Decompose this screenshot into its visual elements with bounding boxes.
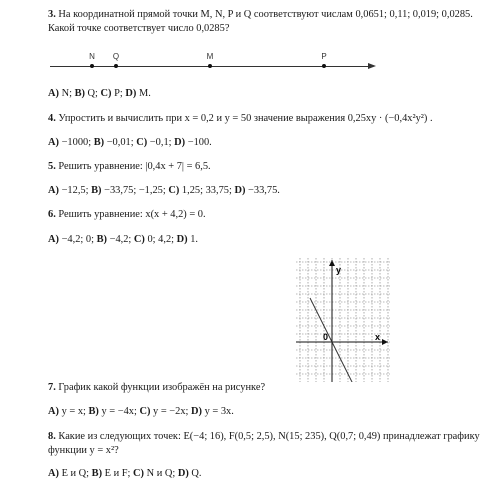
point-q [114,64,118,68]
number-line [50,52,380,76]
x-axis-arrow-icon [382,339,388,345]
option-d-letter: D) [176,234,188,245]
question-number: 3. [48,9,56,20]
option-b: −4,2; [106,234,134,245]
answer-options-4 [48,136,488,150]
question-number: 5. [48,161,56,172]
question-text: Решить уравнение: x(x + 4,2) = 0. [58,209,206,220]
question-5 [48,160,488,174]
question-text: На координатной прямой точки M, N, P и Q соответствуют числам 0,0651; 0,11; 0,019; 0,0285. Какой точке соответствует число 0,0285? [48,9,473,34]
answer-options-3 [48,87,488,101]
option-c: 1,25; 33,75; [179,185,235,196]
option-d-letter: D) [191,406,203,417]
question-number: 4. [48,113,56,124]
answer-options-8 [48,467,488,481]
option-a: E и Q; [58,468,92,479]
option-c: 0; 4,2; [144,234,177,245]
question-text: Какие из следующих точек: E(−4; 16), F(0,5; 2,5), N(15; 235), Q(0,7; 0,49) принадлежат графику функции y = x²? [48,431,480,456]
point-label-p: P [321,52,327,61]
point-n [90,64,94,68]
option-c: N и Q; [144,468,178,479]
point-label-q: Q [112,52,120,61]
option-c-letter: C) [136,137,148,148]
point-label-n: N [89,52,95,61]
function-graph [296,258,390,382]
option-a: −12,5; [58,185,92,196]
option-a-letter: A) [48,406,59,417]
option-b-letter: B) [91,185,102,196]
option-b: y = −4x; [98,406,140,417]
point-label-m: M [206,52,214,61]
option-b: −0,01; [104,137,137,148]
option-a-letter: A) [48,185,59,196]
option-a: −4,2; 0; [58,234,97,245]
option-a-letter: A) [48,137,59,148]
question-4 [48,112,488,126]
option-a-letter: A) [48,88,59,99]
option-c: y = −2x; [150,406,192,417]
answer-options-6 [48,233,488,247]
question-3 [48,8,488,36]
option-d: y = 3x. [202,406,234,417]
option-d: −33,75. [245,185,280,196]
option-a: N; [58,88,75,99]
option-d-letter: D) [234,185,246,196]
option-d: M. [136,88,151,99]
option-c: −0,1; [147,137,175,148]
question-text: График какой функции изображён на рисунке? [58,382,266,393]
x-axis-label: x [375,332,381,342]
question-7 [48,381,488,395]
arrow-right-icon [368,63,376,69]
option-b: E и F; [102,468,134,479]
y-axis-label: y [336,265,342,275]
question-number: 6. [48,209,56,220]
question-8 [48,430,488,458]
option-b-letter: B) [91,468,103,479]
option-a-letter: A) [48,234,59,245]
option-a: −1000; [58,137,94,148]
option-b-letter: B) [74,88,85,99]
option-d-letter: D) [174,137,186,148]
point-m [208,64,212,68]
option-b: Q; [84,88,101,99]
question-number: 7. [48,382,56,393]
question-text: Решить уравнение: |0,4x + 7| = 6,5. [58,161,211,172]
option-c-letter: C) [168,185,180,196]
question-number: 8. [48,431,56,442]
option-b-letter: B) [96,234,107,245]
option-b-letter: B) [88,406,99,417]
option-d-letter: D) [177,468,189,479]
answer-options-7 [48,405,488,419]
option-d: 1. [187,234,199,245]
option-d: −100. [185,137,212,148]
option-a-letter: A) [48,468,59,479]
option-a: y = x; [58,406,89,417]
point-p [322,64,326,68]
option-c: P; [111,88,126,99]
answer-options-5 [48,184,488,198]
option-c-letter: C) [139,406,151,417]
option-b-letter: B) [93,137,105,148]
option-c-letter: C) [133,234,145,245]
option-d-letter: D) [125,88,137,99]
option-c-letter: C) [133,468,144,479]
question-text: Упростить и вычислить при x = 0,2 и y = 50 значение выражения 0,25xy · (−0,4x²y²) . [58,113,433,124]
option-c-letter: C) [100,88,112,99]
option-d: Q. [188,468,202,479]
question-6 [48,208,488,222]
origin-label: 0 [323,332,329,342]
y-axis-arrow-icon [329,260,335,266]
option-b: −33,75; −1,25; [101,185,169,196]
